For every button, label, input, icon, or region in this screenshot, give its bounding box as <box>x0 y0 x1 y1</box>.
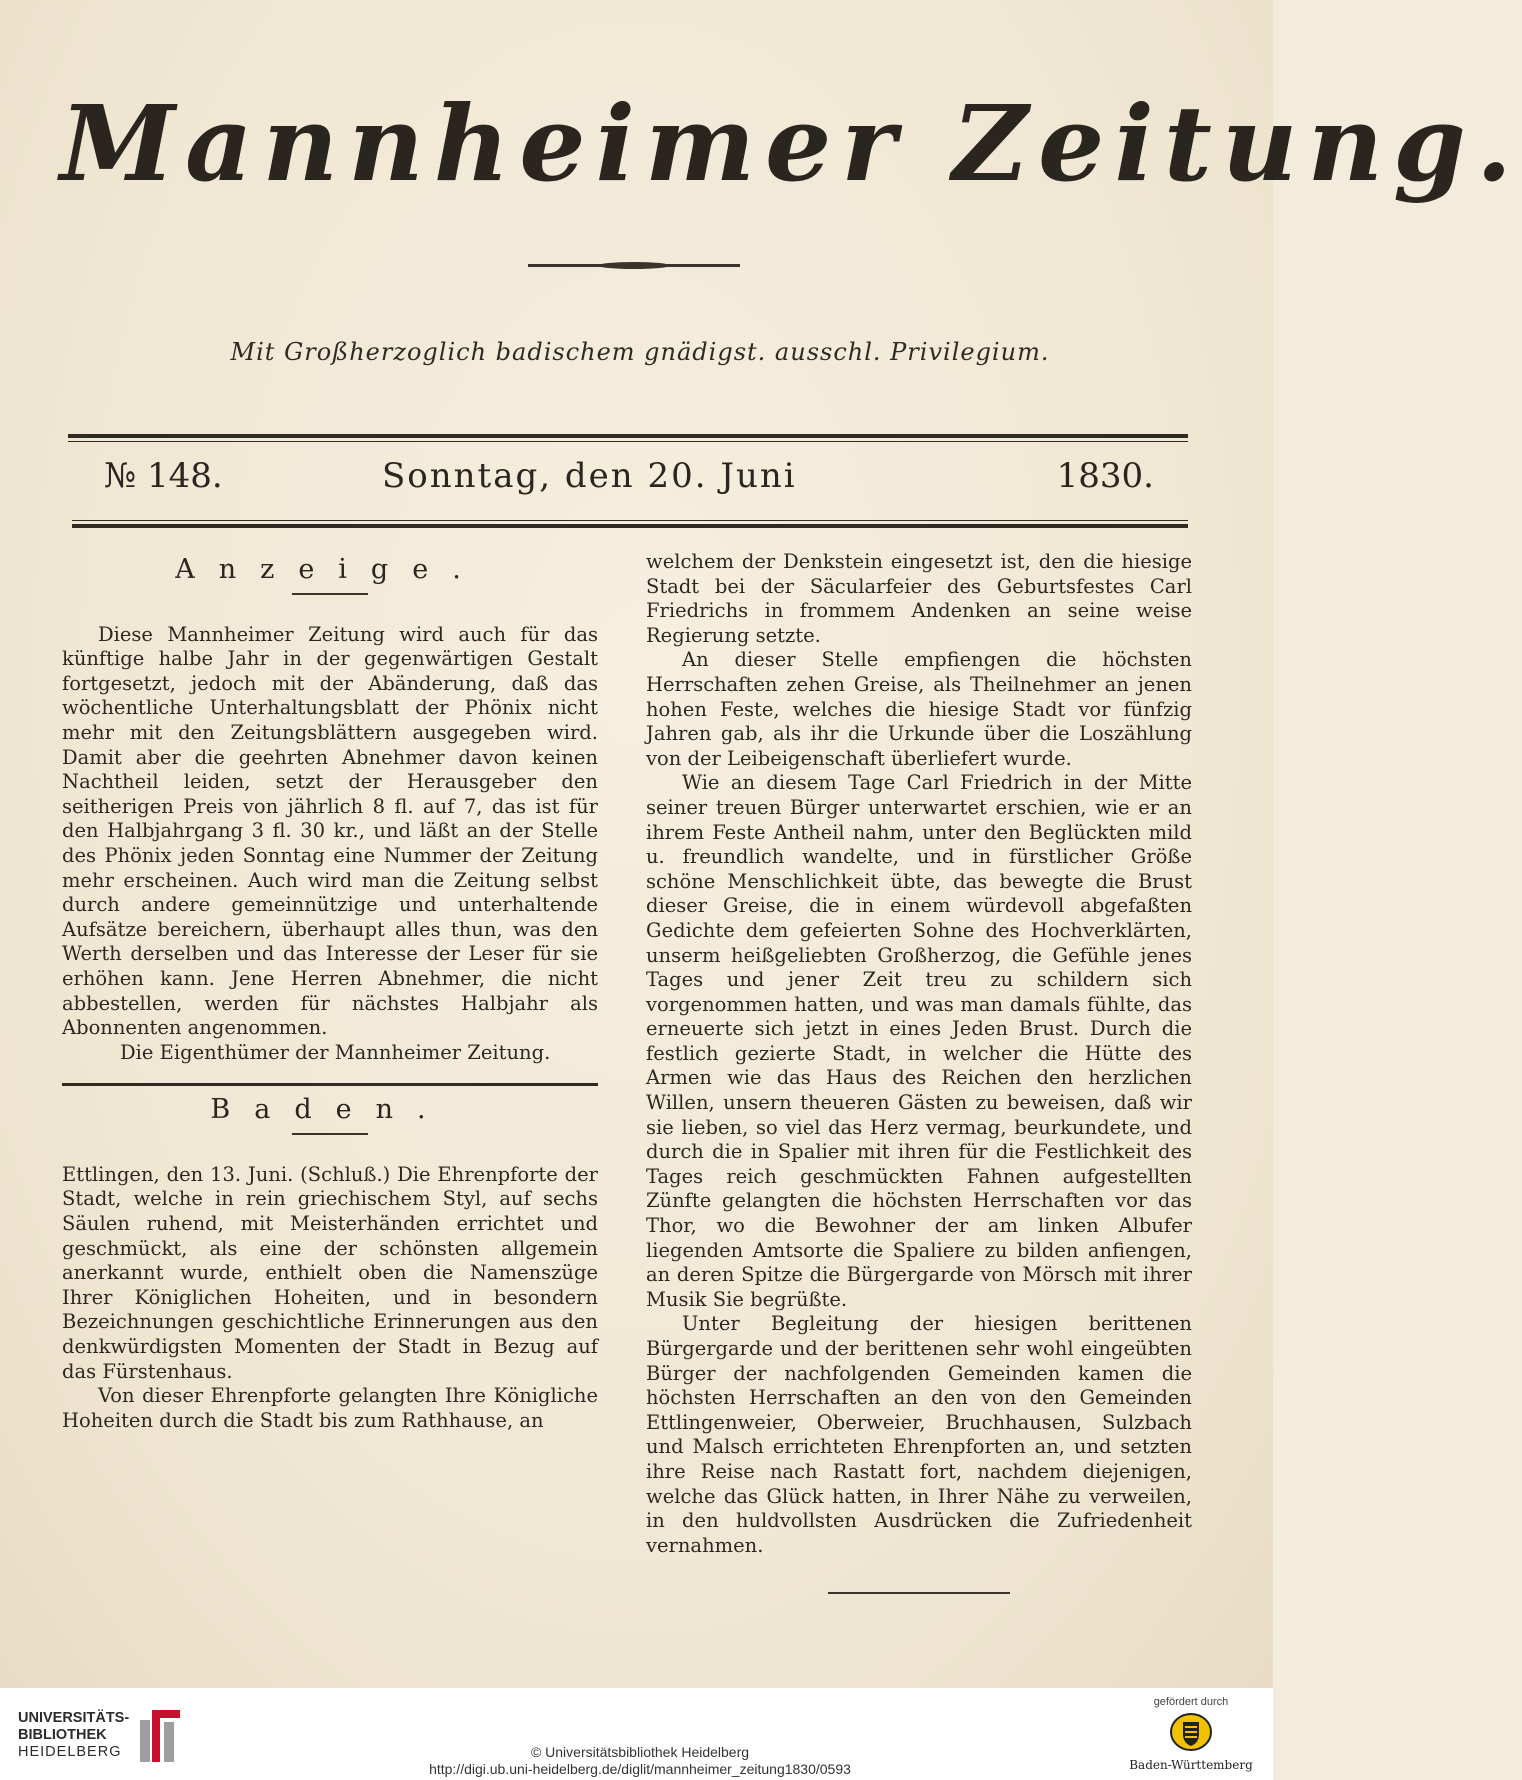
state-crest-icon <box>1169 1712 1213 1752</box>
funding-state: Baden-Württemberg <box>1129 1758 1253 1772</box>
section-heading-rule <box>292 1133 368 1135</box>
section-heading-baden: Baden. <box>210 1094 450 1126</box>
library-mark-icon <box>130 1706 190 1766</box>
header-rule <box>68 434 1188 438</box>
dateline <box>72 456 1184 506</box>
library-name <box>18 1710 129 1761</box>
dateline-rule <box>72 524 1188 528</box>
notice-heading-rule <box>292 593 368 595</box>
right-column <box>646 550 1192 1594</box>
copyright-block <box>380 1744 900 1778</box>
copyright-text: © Universitätsbibliothek Heidelberg <box>530 1744 750 1760</box>
left-column <box>62 546 598 1433</box>
notice-body: Diese Mannheimer Zeitung wird auch für das künftige halbe Jahr in der gegenwärtigen Gestalt fortgesetzt, jedoch mit der Abänderung, daß das wöchentliche Unterhaltungsblatt der Phönix nicht mehr mit den Zeitungsblättern ausgegeben wird. Damit aber die geehrten Abnehmer davon keinen Nachtheil leiden, setzt der Herausgeber den seitherigen Preis von jährlich 8 fl. auf 7, das ist für den Halbjahrgang 3 fl. 30 kr., und läßt an der Stelle des Phönix jeden Sonntag eine Nummer der Zeitung mehr erscheinen. Auch wird man die Zeitung selbst durch andere gemeinnützige und unterhaltende Aufsätze bereichern, überhaupt alles thun, was den Werth derselben und das Interesse der Leser für sie erhöhen kann. Jene Herren Abnehmer, die nicht abbestellen, werden für nächstes Halbjahr als Abonnenten angenommen. <box>62 622 598 1040</box>
library-logo[interactable] <box>18 1710 218 1770</box>
article-paragraph: An dieser Stelle empfiengen die höchsten Herrschaften zehen Greise, als Theilnehmer an jenen hohen Feste, welches die hiesige Stadt vor fünfzig Jahren gab, als ihr die Urkunde über die Loszählung von der Leibeigenschaft überliefert wurde. <box>646 648 1192 770</box>
ornament-divider <box>528 264 740 267</box>
header-rule-thin <box>68 441 1188 442</box>
article-end-rule <box>828 1592 1010 1594</box>
privilege-line: Mit Großherzoglich badischem gnädigst. ausschl. Privilegium. <box>230 338 1050 366</box>
article-paragraph: welchem der Denkstein eingesetzt ist, den die hiesige Stadt bei der Säcularfeier des Geburtsfestes Carl Friedrichs in frommem Andenken an seine weise Regierung setzte. <box>646 550 1192 647</box>
library-name-line: HEIDELBERG <box>18 1744 122 1760</box>
funding-label: gefördert durch <box>1153 1696 1229 1708</box>
dateline-rule-thin <box>72 520 1188 521</box>
article-paragraph: Ettlingen, den 13. Juni. (Schluß.) Die Ehrenpforte der Stadt, welche in rein griechischem Styl, auf sechs Säulen ruhend, mit Meisterhänden errichtet und geschmückt, als eine der schönsten allgemein anerkannt wurde, enthielt oben die Namenszüge Ihrer Königlichen Hoheiten, und in besondern Bezeichnungen geschichtliche Erinnerungen aus den denkwürdigsten Momenten der Stadt in Bezug auf das Fürstenhaus. <box>62 1162 598 1383</box>
notice-signature: Die Eigenthümer der Mannheimer Zeitung. <box>120 1040 551 1064</box>
masthead-title: Mannheimer Zeitung. <box>60 82 1522 205</box>
article-paragraph: Unter Begleitung der hiesigen berittenen Bürgergarde und der berittenen sehr wohl eingeübten Bürger der nachfolgenden Gemeinden kamen die höchsten Herrschaften an den von den Gemeinden Ettlingenweier, Oberweier, Bruchhausen, Sulzbach und Malsch errichteten Ehrenpforten an, und setzten ihre Reise nach Rastatt fort, nachdem diejenigen, welche das Glück hatten, in Ihrer Nähe zu verweilen, in den huldvollsten Ausdrücken die Zufriedenheit vernahmen. <box>646 1312 1192 1557</box>
library-name-line: BIBLIOTHEK <box>18 1727 107 1743</box>
article-paragraph: Von dieser Ehrenpforte gelangten Ihre Königliche Hoheiten durch die Stadt bis zum Rathhause, an <box>62 1384 598 1432</box>
funding-block[interactable] <box>1116 1696 1266 1776</box>
article-paragraph: Wie an diesem Tage Carl Friedrich in der Mitte seiner treuen Bürger unterwartet erschien, wie er an ihrem Feste Antheil nahm, unter den Beglückten mild u. freundlich wandelte, und in fürstlicher Größe schöne Menschlichkeit übte, das bewegte die Brust dieser Greise, die in einem würdevoll abgefaßten Gedichte dem gefeierten Sohne des Hochverklärten, unserm heißgeliebten Großherzog, die Gefühle jenes Tages und jener Zeit treu zu schildern sich vorgenommen hatten, und was man damals fühlte, das erneuerte sich jetzt in eines Jeden Brust. Durch die festlich gezierte Stadt, in welcher die Hütte des Armen wie das Haus des Reichen den herzlichen Willen, unsern theueren Gästen zu beweisen, daß wir sie lieben, so viel das Herz vermag, beurkundete, und durch die in Spalier mit ihren für die Festlichkeit des Tages reich geschmückten Fahnen aufgestellten Zünfte gelangten die höchsten Herrschaften vor das Thor, wo die Bewohner der am linken Albufer liegenden Amtsorte die Spaliere zu bilden anfiengen, an deren Spitze die Bürgergarde von Mörsch mit ihrer Musik Sie begrüßte. <box>646 771 1192 1311</box>
notice-heading: Anzeige. <box>175 554 485 585</box>
issue-date: Sonntag, den 20. Juni <box>382 456 797 496</box>
library-name-line: UNIVERSITÄTS- <box>18 1710 130 1726</box>
source-url[interactable]: http://digi.ub.uni-heidelberg.de/diglit/mannheimer_zeitung1830/0593 <box>429 1761 851 1777</box>
issue-number: № 148. <box>104 456 223 496</box>
issue-year: 1830. <box>1056 456 1154 496</box>
footer-bar <box>0 1688 1273 1780</box>
section-divider <box>62 1083 598 1086</box>
